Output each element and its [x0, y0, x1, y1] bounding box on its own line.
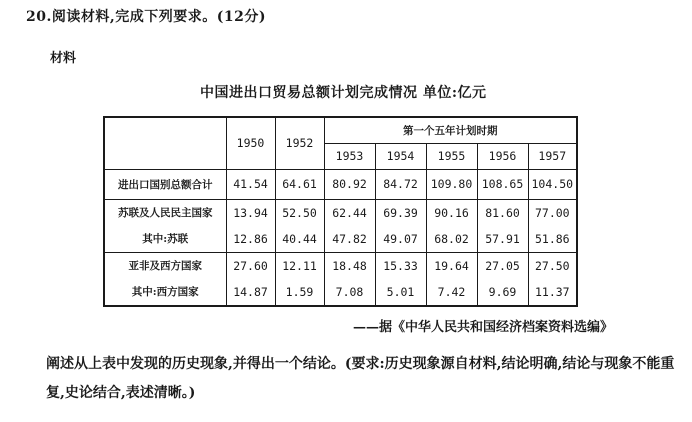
- cell: 108.65: [477, 169, 528, 199]
- header-1952: 1952: [275, 117, 324, 169]
- cell: 84.72: [375, 169, 426, 199]
- header-1950: 1950: [226, 117, 275, 169]
- cell: 7.42: [437, 284, 466, 299]
- corner-cell: [104, 117, 226, 169]
- header-1956: 1956: [477, 143, 528, 169]
- row-label-west: 其中:西方国家: [131, 285, 199, 298]
- cell: 19.64: [434, 258, 469, 273]
- table-row-group: [104, 199, 577, 252]
- row-label-ussr: 其中:苏联: [142, 232, 189, 245]
- cell: 13.94: [233, 205, 268, 220]
- row-label-afro-asian-west: 亚非及西方国家: [128, 259, 202, 272]
- cell: 27.60: [233, 258, 268, 273]
- cell: 68.02: [434, 231, 469, 246]
- row-label-group-soviet: [104, 199, 226, 252]
- header-1954: 1954: [375, 143, 426, 169]
- cell: 80.92: [324, 169, 375, 199]
- task-prompt: 阐述从上表中发现的历史现象,并得出一个结论。(要求:历史现象源自材料,结论明确,结论与现象不能重复,史论结合,表述清晰。): [46, 356, 675, 401]
- cell: 109.80: [426, 169, 477, 199]
- cell: 104.50: [528, 169, 577, 199]
- cell: 69.39: [383, 205, 418, 220]
- source-citation: ——据《中华人民共和国经济档案资料选编》: [353, 320, 614, 335]
- table-title: 中国进出口贸易总额计划完成情况 单位:亿元: [200, 85, 487, 101]
- row-label-total: 进出口国别总额合计: [104, 169, 226, 199]
- header-1953: 1953: [324, 143, 375, 169]
- header-1955: 1955: [426, 143, 477, 169]
- cell: 27.50: [534, 258, 570, 273]
- material-label: 材料: [50, 51, 77, 66]
- cell: 41.54: [226, 169, 275, 199]
- cell: 7.08: [335, 284, 364, 299]
- table-row-group: [104, 252, 577, 306]
- cell: 1.59: [285, 284, 314, 299]
- cell: 62.44: [332, 205, 367, 220]
- cell: 51.86: [534, 231, 570, 246]
- cell: 27.05: [485, 258, 520, 273]
- cell: 40.44: [282, 231, 317, 246]
- row-label-group-west: [104, 252, 226, 306]
- cell: 81.60: [485, 205, 520, 220]
- cell: 49.07: [383, 231, 418, 246]
- plan-period-header: 第一个五年计划时期: [324, 117, 577, 143]
- cell: 12.86: [233, 231, 268, 246]
- cell: 5.01: [386, 284, 415, 299]
- trade-table: [103, 116, 578, 307]
- cell: 57.91: [485, 231, 520, 246]
- table-row: [104, 169, 577, 199]
- cell: 64.61: [275, 169, 324, 199]
- cell: 15.33: [383, 258, 418, 273]
- cell: 11.37: [534, 284, 570, 299]
- cell: 12.11: [282, 258, 317, 273]
- cell: 90.16: [434, 205, 469, 220]
- question-header: 20.阅读材料,完成下列要求。(12分): [26, 9, 266, 25]
- cell: 52.50: [282, 205, 317, 220]
- cell: 14.87: [233, 284, 268, 299]
- cell: 18.48: [332, 258, 367, 273]
- cell: 47.82: [332, 231, 367, 246]
- row-label-soviet-bloc: 苏联及人民民主国家: [118, 206, 213, 219]
- cell: 9.69: [488, 284, 517, 299]
- cell: 77.00: [534, 205, 570, 220]
- header-1957: 1957: [528, 143, 577, 169]
